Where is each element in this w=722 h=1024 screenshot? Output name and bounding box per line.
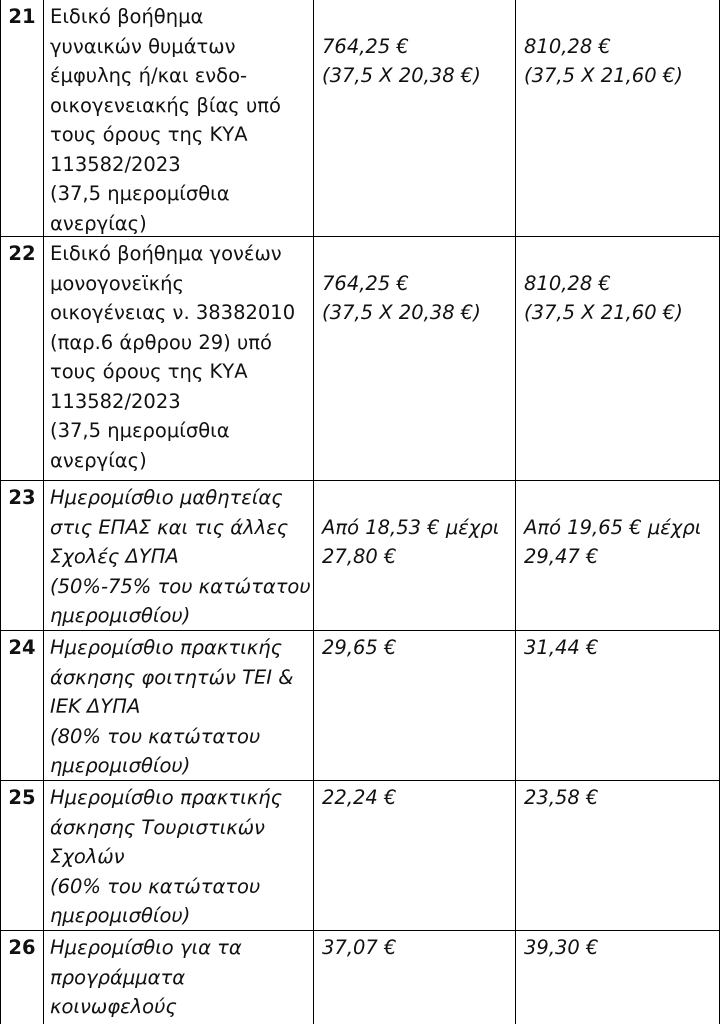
amount-cell	[516, 631, 720, 781]
amount-line: 31,44 €	[524, 636, 599, 659]
amount-cell	[314, 781, 516, 931]
amount-line: (37,5 Χ 20,38 €)	[322, 64, 481, 87]
description-line: Σχολών	[50, 845, 125, 868]
row-number: 23	[8, 486, 36, 509]
amount-cell	[516, 931, 720, 1024]
description-line: (80% του κατώτατου	[50, 724, 261, 748]
table-row	[0, 781, 720, 931]
amount-line: (37,5 Χ 21,60 €)	[524, 64, 683, 87]
row-number: 26	[8, 936, 36, 959]
description-line: ανεργίας)	[50, 448, 147, 472]
description-cell	[44, 631, 314, 781]
description-line: ημερομισθίου)	[50, 754, 191, 777]
description-line: Ημερομίσθιο πρακτικής	[50, 636, 283, 659]
description-cell	[44, 931, 314, 1024]
description-line: (37,5 ημερομίσθια	[50, 182, 230, 205]
description-cell	[44, 0, 314, 237]
description-cell	[44, 237, 314, 481]
description-line: ημερομισθίου)	[50, 604, 191, 627]
description-line: Ημερομίσθιο μαθητείας	[50, 486, 283, 509]
amount-line: Από 18,53 € μέχρι	[322, 515, 500, 539]
description-line: ΙΕΚ ΔΥΠΑ	[50, 695, 141, 718]
description-line: Σχολές ΔΥΠΑ	[50, 545, 179, 568]
amount-line: 39,30 €	[524, 936, 599, 959]
table-row	[0, 931, 720, 1024]
row-number-cell	[0, 237, 44, 481]
table-row	[0, 237, 720, 481]
amount-line: 764,25 €	[322, 271, 409, 295]
amount-line: 764,25 €	[322, 34, 409, 58]
description-line: έμφυλης ή/και ενδο-	[50, 64, 248, 87]
description-line: (50%-75% του κατώτατου	[50, 574, 311, 598]
amount-cell	[314, 931, 516, 1024]
row-number: 22	[8, 242, 36, 265]
amount-cell	[516, 0, 720, 237]
row-number-cell	[0, 481, 44, 631]
description-line: τους όρους της ΚΥΑ	[50, 360, 248, 383]
description-line: τους όρους της ΚΥΑ	[50, 123, 248, 146]
description-cell	[44, 481, 314, 631]
description-line: στις ΕΠΑΣ και τις άλλες	[50, 515, 289, 539]
description-line: ημερομισθίου)	[50, 904, 191, 927]
amount-cell	[516, 237, 720, 481]
description-line: γυναικών θυμάτων	[50, 34, 236, 58]
description-line: (37,5 ημερομίσθια	[50, 419, 230, 442]
row-number-cell	[0, 0, 44, 237]
amount-cell	[314, 481, 516, 631]
description-line: Ειδικό βοήθημα γονέων	[50, 242, 282, 265]
amount-line: 23,58 €	[524, 786, 599, 809]
amount-line: 29,47 €	[524, 545, 599, 568]
description-cell	[44, 781, 314, 931]
table-row	[0, 481, 720, 631]
description-line: Ημερομίσθιο πρακτικής	[50, 786, 283, 809]
amount-cell	[516, 481, 720, 631]
row-number: 21	[8, 5, 36, 28]
row-number: 24	[8, 636, 36, 659]
table-row	[0, 631, 720, 781]
amount-line: 29,65 €	[322, 636, 397, 659]
amount-line: 810,28 €	[524, 271, 611, 295]
row-number: 25	[8, 786, 36, 809]
amount-line: 810,28 €	[524, 34, 611, 58]
amount-line: 27,80 €	[322, 545, 397, 568]
description-line: Ημερομίσθιο για τα	[50, 936, 242, 959]
description-line: μονογονεϊκής	[50, 271, 184, 295]
amount-line: 22,24 €	[322, 786, 397, 809]
amount-line: Από 19,65 € μέχρι	[524, 515, 702, 539]
description-line: κοινωφελούς	[50, 995, 177, 1018]
amount-line: 37,07 €	[322, 936, 397, 959]
amount-cell	[314, 237, 516, 481]
description-line: ανεργίας)	[50, 211, 147, 235]
description-line: οικογενειακής βίας υπό	[50, 93, 281, 117]
row-number-cell	[0, 631, 44, 781]
description-line: Ειδικό βοήθημα	[50, 5, 204, 28]
description-line: οικογένειας ν. 38382010	[50, 301, 296, 324]
amount-cell	[314, 631, 516, 781]
description-line: 113582/2023	[50, 152, 181, 176]
description-line: (60% του κατώτατου	[50, 874, 261, 898]
row-number-cell	[0, 781, 44, 931]
description-line: προγράμματα	[50, 965, 186, 989]
description-line: (παρ.6 άρθρου 29) υπό	[50, 330, 272, 354]
amount-line: (37,5 Χ 20,38 €)	[322, 301, 481, 324]
amount-cell	[314, 0, 516, 237]
description-line: άσκησης Τουριστικών	[50, 815, 265, 839]
amount-cell	[516, 781, 720, 931]
row-number-cell	[0, 931, 44, 1024]
description-line: άσκησης φοιτητών ΤΕΙ &	[50, 665, 294, 689]
amount-line: (37,5 Χ 21,60 €)	[524, 301, 683, 324]
table-row	[0, 0, 720, 237]
description-line: 113582/2023	[50, 389, 181, 413]
